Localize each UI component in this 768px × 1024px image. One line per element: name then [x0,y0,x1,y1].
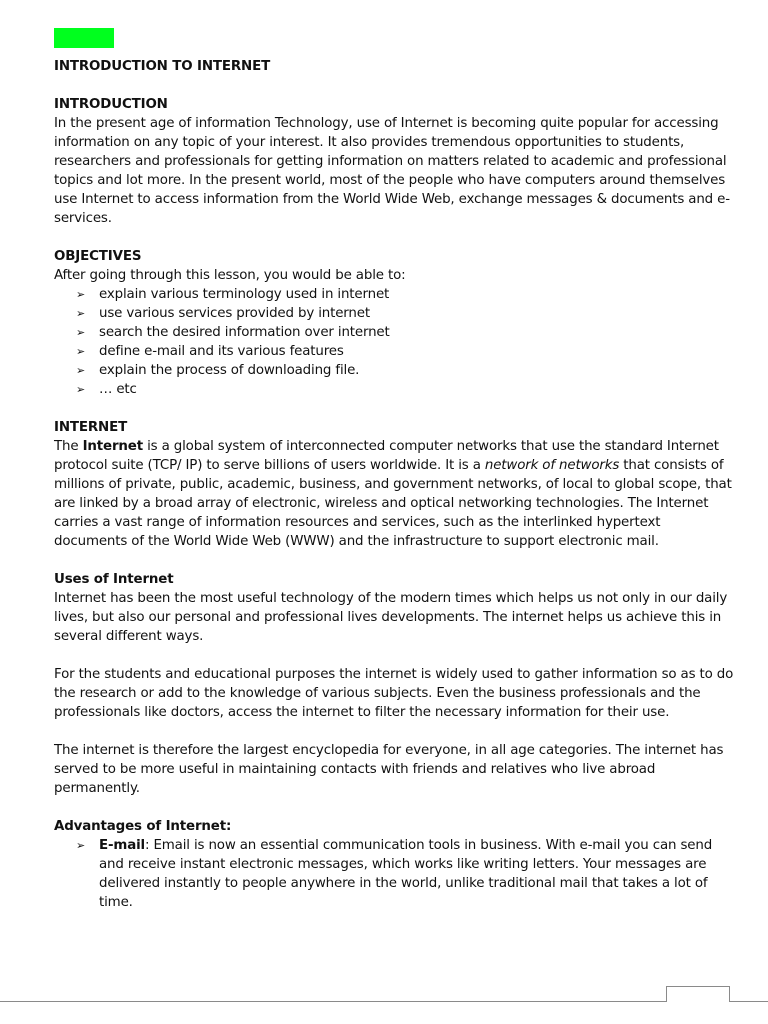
list-item: ➢ search the desired information over internet [76,325,390,340]
objectives-intro: After going through this lesson, you would be able to: [54,268,406,283]
arrow-bullet-icon: ➢ [76,383,86,396]
highlight-marker [54,28,114,48]
internet-heading: INTERNET [54,420,128,435]
list-item: ➢ explain various terminology used in internet [76,287,390,302]
list-item: ➢ define e-mail and its various features [76,344,344,359]
document-page [54,28,734,912]
objectives-heading: OBJECTIVES [54,249,142,264]
uses-paragraph-2: For the students and educational purposes the internet is widely used to gather information so as to do the research or add to the knowledge of various subjects. Even the business professionals and the professionals like doctors, access the internet to filter the necessary information for their use. [54,667,734,720]
footer-rule [0,1001,768,1002]
internet-term: Internet [82,439,143,454]
arrow-bullet-icon: ➢ [76,839,86,852]
list-item: ➢ E-mail: Email is now an essential communication tools in business. With e-mail you can send and receive instant electronic messages, which works like writing letters. Your messages are delivered instantly to people anywhere in the world, unlike traditional mail that takes a lot of time. [76,838,713,910]
uses-heading: Uses of Internet [54,572,174,587]
advantages-heading: Advantages of Internet: [54,819,232,834]
uses-paragraph-3: The internet is therefore the largest encyclopedia for everyone, in all age categories. The internet has served to be more useful in maintaining contacts with friends and relatives who live abroad permanently. [54,743,724,796]
list-item: ➢ use various services provided by internet [76,306,370,321]
arrow-bullet-icon: ➢ [76,288,86,301]
arrow-bullet-icon: ➢ [76,364,86,377]
objectives-list [54,285,734,399]
network-of-networks-term: network of networks [484,458,620,473]
arrow-bullet-icon: ➢ [76,307,86,320]
uses-paragraph-1: Internet has been the most useful technology of the modern times which helps us not only in our daily lives, but also our personal and professional lives developments. The internet helps us achieve this in several different ways. [54,591,728,644]
email-term: E-mail [99,838,145,853]
advantages-list [54,836,734,912]
page-number-box [666,986,730,1002]
internet-paragraph: The Internet is a global system of interconnected computer networks that use the standard Internet protocol suite (TCP/ IP) to serve billions of users worldwide. It is a network of networks that consists of millions of private, public, academic, business, and government networks, of local to global scope, that are linked by a broad array of electronic, wireless and optical networking technologies. The Internet carries a vast range of information resources and services, such as the interlinked hypertext documents of the World Wide Web (WWW) and the infrastructure to support electronic mail. [54,439,732,549]
list-item: ➢ explain the process of downloading file. [76,363,360,378]
introduction-paragraph: In the present age of information Technology, use of Internet is becoming quite popular for accessing information on any topic of your interest. It also provides tremendous opportunities to students, researchers and professionals for getting information on matters related to academic and professional topics and lot more. In the present world, most of the people who have computers around themselves use Internet to access information from the World Wide Web, exchange messages & documents and e-services. [54,116,730,226]
introduction-heading: INTRODUCTION [54,97,168,112]
list-item: ➢ … etc [76,382,137,397]
arrow-bullet-icon: ➢ [76,345,86,358]
arrow-bullet-icon: ➢ [76,326,86,339]
document-title: INTRODUCTION TO INTERNET [54,59,271,74]
